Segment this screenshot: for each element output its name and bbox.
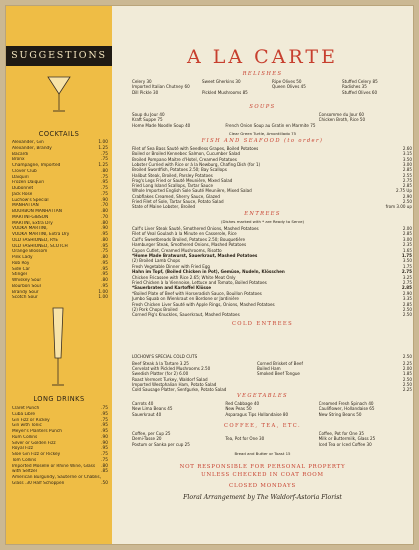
entree-item xyxy=(132,258,412,263)
drink-price: .80 xyxy=(101,278,108,283)
entree-item-price: 2.85 xyxy=(402,231,412,237)
drink-name: VODKA MARTINI, Extra Dry xyxy=(12,232,70,237)
relish-row xyxy=(132,90,412,95)
cold-entree-right: Smoked Beef Tongue xyxy=(257,371,300,377)
entree-item-price: 3.50 xyxy=(402,258,412,264)
fish-item-name: Fried Long Island Scallops, Tartar Sauce xyxy=(132,183,214,189)
cold-entree-price: 2.50 xyxy=(402,381,412,387)
fish-item-name: Frog's Legs Fried or Sauté Meunière, Mixed Salad xyxy=(132,177,233,183)
drink-price: .50 xyxy=(101,480,108,486)
fish-item-name: Crabflakes Creamed, Sherry Sauce, Glazed xyxy=(132,193,220,199)
drink-name: American Burgundy, Sauterne or Chablis, xyxy=(12,475,102,480)
cold-entree-row xyxy=(132,387,412,392)
footer-closed-mondays: CLOSED MONDAYS xyxy=(229,483,296,489)
drink-name: Champagne, Imported xyxy=(12,163,61,168)
entree-item-name: Fresh Vegetable Dinner with Fried Egg xyxy=(132,263,211,269)
drink-price: .85 xyxy=(101,469,108,475)
menu-title: A LA CARTE xyxy=(187,46,338,68)
suggestions-title: SUGGESTIONS xyxy=(6,46,112,66)
vegetable-cell: Cauliflower, Hollandaise 65 xyxy=(318,406,375,412)
coffee-row xyxy=(132,436,412,441)
entree-item-name: Hahn im Topf, (Boiled Chicken in Pot), Gemüse, Nudeln, Klösschen xyxy=(132,269,285,275)
drink-price: .95 xyxy=(101,180,108,186)
cold-entree-left: Cervelat with Pickled Mushrooms 2.50 xyxy=(132,366,211,372)
bread-line: Bread and Butter or Toast 15 xyxy=(234,451,291,456)
special-cold-cuts-label: LÜCHOW'S SPECIAL COLD CUTS xyxy=(132,354,198,359)
drink-price: .90 xyxy=(101,226,108,232)
a-la-carte-section xyxy=(112,6,413,544)
long-drink-glass-icon xyxy=(47,306,69,390)
drink-price: .90 xyxy=(101,197,108,203)
fish-item-name: Halibut Steak, Broiled, Parsley Potatoes xyxy=(132,172,213,178)
drink-name: Bronx xyxy=(12,157,25,163)
coffee-cell xyxy=(225,431,318,436)
drink-name: Frozen Daiquiri xyxy=(12,180,45,186)
drink-name: Clover Club xyxy=(12,168,37,174)
drink-price: .95 xyxy=(101,446,108,452)
drink-price: .95 xyxy=(101,266,108,272)
relish-row xyxy=(132,84,412,89)
cold-entree-price: 2.50 xyxy=(402,376,412,382)
entree-item-price: 2.75 xyxy=(402,280,412,285)
suggestions-sidebar xyxy=(6,6,112,544)
relish-cell: Pickled Mushrooms 85 xyxy=(202,89,248,95)
cold-entree-price: 2.25 xyxy=(402,361,412,366)
drink-price: 1.25 xyxy=(98,163,108,168)
entree-item-name: (2) Broiled Lamb Chops xyxy=(132,258,181,264)
entree-item xyxy=(132,231,412,236)
drink-name: Rum Collins xyxy=(12,434,38,440)
soup-cell xyxy=(225,117,318,122)
drink-name: Imported Moselle or Rhine Wine, Glass xyxy=(12,463,96,469)
entree-item xyxy=(132,296,412,301)
drink-name: Dubonnet xyxy=(12,186,34,191)
entrees-note: (Dishes marked with * are Ready to Serve) xyxy=(220,219,305,224)
drink-name: BOURBON MANHATTAN xyxy=(12,209,62,214)
fish-item-name: Broiled Swordfish, Potatoes 2.50; Bay Scallops xyxy=(132,167,227,173)
entree-item-name: Corned Pig's Knuckles, Sauerkraut, Mashed Potatoes xyxy=(132,312,240,318)
cold-entree-right: Corned Brisket of Beef xyxy=(257,361,303,366)
entree-item-name: Jumbo Squab on Wienkraut en Bordone or Jardinière xyxy=(132,296,239,302)
soup-row xyxy=(132,123,412,128)
entree-item-price: 2.35 xyxy=(402,242,412,248)
vegetable-cell: Asparagus Tips Hollandaise 80 xyxy=(225,411,289,417)
cold-entrees-heading: COLD ENTREES xyxy=(231,321,294,327)
drink-price: 1.00 xyxy=(98,295,108,301)
soup-cell: Home Made Noodle Soup 40 xyxy=(132,122,191,128)
fish-item-name: Fried Filet of Sole, Tartar Sauce, Potato Salad xyxy=(132,199,224,204)
vegetable-row xyxy=(132,412,412,417)
soups-heading: SOUPS xyxy=(249,104,276,110)
cold-entree-right: Boiled Ham xyxy=(257,366,281,372)
fish-item-price: 2.75 xyxy=(402,177,412,183)
soup-cell: Soup du Jour 40 xyxy=(132,112,165,117)
entree-item xyxy=(132,242,412,247)
entree-item-name: Chicken Fricassee with Rice 2.65; White Meat Only xyxy=(132,274,236,280)
fish-item xyxy=(132,199,412,204)
relish-cell: Radishes 35 xyxy=(342,84,367,90)
drink-name: Lüchow's Special xyxy=(12,197,49,203)
soup-row xyxy=(132,117,412,122)
entree-item-name: Calf's Sweetbreads Broiled, Potatoes 2.50; Bouquetière xyxy=(132,236,246,242)
drink-price: .75 xyxy=(101,457,108,463)
relish-cell: Ripe Olives 50 xyxy=(272,79,302,84)
drink-price: .90 xyxy=(101,440,108,446)
entree-item xyxy=(132,248,412,253)
entree-item-price: 2.90 xyxy=(402,290,412,296)
drink-price: .90 xyxy=(101,434,108,440)
soup-cell: Consomme du Jour 60 xyxy=(318,112,365,117)
coffee-heading: COFFEE, TEA, ETC. xyxy=(223,423,302,429)
entree-item xyxy=(132,312,412,317)
fish-item xyxy=(132,188,412,193)
vegetable-row xyxy=(132,406,412,411)
drink-price: .95 xyxy=(101,232,108,237)
relish-cell: Sweet Gherkins 30 xyxy=(202,79,241,84)
entree-item-name: Calf's Liver Steak Sauté, Smothered Onions, Mashed Potatoes xyxy=(132,226,259,231)
vegetable-cell: Red Cabbage 40 xyxy=(225,401,260,406)
drink-price: 1.25 xyxy=(98,145,108,151)
drink-name: Silver or Golden Fizz xyxy=(12,440,56,446)
drink-name: Stinger xyxy=(12,272,28,278)
drink-name: MARTINI, Extra Dry xyxy=(12,220,53,226)
drink-price: .75 xyxy=(101,191,108,197)
cocktail-glass-icon xyxy=(46,74,72,114)
soup-center-line: Clear Green Turtle, Amontillado 75 xyxy=(228,131,297,136)
cocktail-list xyxy=(12,140,108,301)
drink-price: .70 xyxy=(101,214,108,220)
entree-item-price: 2.50 xyxy=(402,312,412,318)
entree-item-name: Hamburger Steak, Smothered Onions, Mashed Potatoes xyxy=(132,242,247,248)
fish-heading: FISH AND SEAFOOD (to order) xyxy=(201,138,324,144)
fish-item-price: 3.15 xyxy=(402,151,412,157)
drink-name: Jack Rose xyxy=(12,191,33,197)
fish-item-name: Boiled or Broiled Kennebec Salmon, Cucumber Salad xyxy=(132,151,241,157)
drink-price: .75 xyxy=(101,186,108,191)
entree-item-name: Capon Cutlet, Creamed Mushrooms, Risotto xyxy=(132,247,222,253)
drink-name: Cuba Libre xyxy=(12,411,36,417)
entree-item-price: 3.25 xyxy=(402,274,412,280)
drink-name: with Seltzer xyxy=(12,469,38,475)
relish-row xyxy=(132,79,412,84)
menu-page xyxy=(6,6,413,544)
coffee-cell: Coffee, per Cup 25 xyxy=(132,431,171,436)
relish-cell: Imported Italian Chutney 60 xyxy=(132,84,190,90)
drink-name: Alexander, Brandy xyxy=(12,145,52,151)
drink-row xyxy=(12,295,108,301)
relish-cell: Stuffed Celery 85 xyxy=(342,79,378,84)
fish-item xyxy=(132,194,412,199)
drink-name: Whiskey Sour xyxy=(12,278,42,283)
drink-price: 1.00 xyxy=(98,289,108,295)
fish-item-name: Lobster Curried with Rice or à la Newburg, Chafing Dish (for 1) xyxy=(132,161,261,167)
drink-name: Royal Fizz xyxy=(12,446,34,452)
entree-item-name: Fried Chicken à la Viennoise, Lettuce and Tomato, Boiled Potatoes xyxy=(132,280,267,285)
entree-item-price: 2.85 xyxy=(401,285,412,291)
fish-item-price: 2.90 xyxy=(402,193,412,199)
drink-name: MANHATTAN xyxy=(12,203,39,209)
soup-cell: Chicken Broth, Rice 50 xyxy=(318,117,366,123)
footer-coat-room-notice: UNLESS CHECKED IN COAT ROOM xyxy=(201,472,324,478)
drink-name: Orange Blossom xyxy=(12,249,48,255)
entree-item-price: 2.75 xyxy=(401,269,412,275)
florist-credit: Floral Arrangement by The Waldorf-Astoria Florist xyxy=(183,494,342,501)
fish-item-price: 3.00 xyxy=(402,161,412,167)
drink-name: Rob Roy xyxy=(12,260,30,266)
drink-price: .80 xyxy=(101,255,108,260)
drink-row xyxy=(12,481,108,487)
fish-item-price: 2.55 xyxy=(402,172,412,178)
cold-entree-left: Cold Sausage Platter, Senfgurke, Potato Salad xyxy=(132,387,227,392)
fish-item-name: Filet of Sea Bass Sauté with Seedless Grapes, Boiled Potatoes xyxy=(132,146,259,151)
drink-name: Gin with Tonic xyxy=(12,423,42,429)
entree-item-name: (2) Pork Chops Broiled xyxy=(132,307,178,312)
coffee-cell: Milk or Buttermilk, Glass 25 xyxy=(318,436,376,442)
coffee-cell: Tea, Pot for One 30 xyxy=(225,436,265,442)
entree-item-price: 2.00 xyxy=(402,226,412,231)
relish-cell: Celery 30 xyxy=(132,79,152,84)
cold-entree-price: 1.85 xyxy=(402,371,412,377)
coffee-cell: Postum or Sanka per cup 25 xyxy=(132,441,190,447)
long-drinks-heading: LONG DRINKS xyxy=(33,395,85,403)
drink-price: .80 xyxy=(101,220,108,226)
drink-price: .95 xyxy=(101,260,108,266)
entree-item-price: 2.85 xyxy=(402,301,412,307)
vegetable-cell: Creamed Fresh Spinach 40 xyxy=(318,401,374,406)
drink-name: Meyer's Planters Punch xyxy=(12,429,62,434)
entree-item-name: *Home Made Bratwurst, Sauerkraut, Mashed Potatoes xyxy=(132,253,258,258)
fish-item-name: Broiled Pompano Maitre d'Hotel, Creamed Potatoes xyxy=(132,156,237,162)
drink-name: Sloe Gin Fizz or Rickey xyxy=(12,452,61,457)
coffee-cell: Iced Tea or Iced Coffee 30 xyxy=(318,441,372,447)
fish-item-price: 2.75 Up xyxy=(395,188,412,194)
drink-name: Glass .30 Half Schoppen xyxy=(12,480,65,486)
entree-item xyxy=(132,264,412,269)
entree-item-price: 2.50 xyxy=(402,307,412,312)
fish-item-price: 2.85 xyxy=(402,167,412,173)
soup-cell: French Onion Soup au Gratin en Marmite 75 xyxy=(225,122,316,128)
entree-item-price: 3.35 xyxy=(402,296,412,302)
fish-item xyxy=(132,157,412,162)
fish-item xyxy=(132,162,412,167)
cold-entree-left: Swedish Platter (for 2) 6.00 xyxy=(132,371,189,377)
drink-price: .75 xyxy=(101,174,108,180)
entree-item xyxy=(132,269,412,274)
soup-cell: Kraft Suppe 75 xyxy=(132,117,163,123)
cold-entree-price: 2.00 xyxy=(402,366,412,372)
coffee-row xyxy=(132,431,412,436)
drink-price: .75 xyxy=(101,417,108,423)
entree-item xyxy=(132,302,412,307)
entree-item xyxy=(132,291,412,296)
entree-item xyxy=(132,253,412,258)
fish-item xyxy=(132,178,412,183)
special-cold-cuts xyxy=(132,354,412,359)
fish-item xyxy=(132,204,412,209)
entree-item-price: 1.75 xyxy=(401,253,412,258)
drink-price: .70 xyxy=(101,203,108,209)
drink-name: Gin Fizz or Rickey xyxy=(12,417,50,423)
drink-price: .80 xyxy=(101,237,108,243)
fish-item-price: 2.50 xyxy=(402,199,412,204)
vegetables-heading: VEGETABLES xyxy=(237,393,288,399)
soup-row xyxy=(132,112,412,117)
vegetable-cell: New Peas 50 xyxy=(225,406,252,412)
drink-name: VODKA MARTINI, xyxy=(12,226,48,232)
fish-item-price: 3.50 xyxy=(402,156,412,162)
entrees-heading: ENTREES xyxy=(244,211,281,217)
fish-item xyxy=(132,183,412,188)
vegetable-cell: Carrots 40 xyxy=(132,401,154,406)
drink-price: .95 xyxy=(101,411,108,417)
relish-cell: Queen Olives 45 xyxy=(272,84,306,90)
soup-cell xyxy=(319,123,412,128)
fish-item-price: from 3.00 up xyxy=(385,204,412,210)
drink-price: .75 xyxy=(101,406,108,411)
cold-entree-price: 2.25 xyxy=(402,387,412,392)
cold-entree-left: Beef Steak à la Tartare 3.25 xyxy=(132,361,189,366)
drink-name: OLD FASHIONED, RYE xyxy=(12,237,59,243)
fish-item-name: Whole Imported English Sole Sauté Meunière, Mixed Salad xyxy=(132,188,252,194)
fish-item xyxy=(132,167,412,172)
drink-name: Tom Collins xyxy=(12,457,37,463)
entree-item-name: *Boiled Plate of Beef with Horseradish Sauce, Bouillon Potatoes xyxy=(132,290,262,296)
soup-cell xyxy=(225,112,318,117)
entree-item xyxy=(132,237,412,242)
drink-name: Claret Punch xyxy=(12,406,40,411)
drink-name: Alexander, Gin xyxy=(12,140,44,145)
relish-cell xyxy=(272,90,342,95)
drink-price: .75 xyxy=(101,151,108,157)
footer-property-notice: NOT RESPONSIBLE FOR PERSONAL PROPERTY xyxy=(179,464,346,470)
coffee-cell: Coffee, Pot for One 35 xyxy=(318,431,364,436)
entree-item xyxy=(132,285,412,290)
drink-name: Bacardi xyxy=(12,151,29,157)
drink-price: .95 xyxy=(101,423,108,429)
cold-entree-left: Imported Westphalian Ham, Potato Salad xyxy=(132,381,217,387)
special-cold-cuts-price: 2.50 xyxy=(402,354,412,359)
vegetable-cell: Sauerkraut 40 xyxy=(132,411,162,417)
entree-item-name: Filet of Veal Goulash à la Minute en Casserole, Rice xyxy=(132,231,237,237)
entree-item xyxy=(132,275,412,280)
entree-item-price: 3.00 xyxy=(402,236,412,242)
coffee-cell: Demi-Tasse 20 xyxy=(132,436,162,442)
long-drinks-list xyxy=(12,406,108,487)
drink-name: Side Car xyxy=(12,266,31,272)
drink-name: Brandy Sour xyxy=(12,289,39,295)
entree-item-name: *Sauerbraten and Kartoffel Klösse xyxy=(132,285,212,291)
coffee-cell xyxy=(225,442,318,447)
entree-item xyxy=(132,280,412,285)
entree-item xyxy=(132,226,412,231)
entree-item xyxy=(132,307,412,312)
vegetable-cell: New String Beans 50 xyxy=(318,411,362,417)
entree-item-price: 1.75 xyxy=(402,263,412,269)
drink-price: .75 xyxy=(101,452,108,457)
vegetable-cell: New Lima Beans 45 xyxy=(132,406,173,412)
drink-name: MARTINI-GIBSON xyxy=(12,214,49,220)
fish-item xyxy=(132,173,412,178)
relishes-heading: RELISHES xyxy=(242,71,283,77)
cocktails-heading: COCKTAILS xyxy=(38,130,80,138)
coffee-row xyxy=(132,442,412,447)
drink-price: 1.00 xyxy=(98,140,108,145)
fish-item-name: State of Maine Lobster, Broiled xyxy=(132,204,196,210)
fish-item xyxy=(132,151,412,156)
entree-item-name: Fresh Chicken Liver Sauté with Apple Rings, Onions, Mashed Potatoes xyxy=(132,301,275,307)
drink-price: .80 xyxy=(101,463,108,469)
drink-name: Pink Lady xyxy=(12,255,33,260)
drink-price: .95 xyxy=(101,283,108,289)
drink-price: .95 xyxy=(101,272,108,278)
drink-price: .80 xyxy=(101,168,108,174)
drink-name: OLD FASHIONED, SCOTCH xyxy=(12,243,68,249)
cold-entree-right xyxy=(257,387,403,392)
fish-item-price: 2.60 xyxy=(402,146,412,151)
drink-price: .75 xyxy=(101,157,108,163)
drink-price: .75 xyxy=(101,249,108,255)
drink-name: Bourbon Sour xyxy=(12,283,42,289)
cold-entree-left: Roast Vermont Turkey, Waldorf Salad xyxy=(132,376,208,382)
entree-item-price: 1.65 xyxy=(402,247,412,253)
relish-cell xyxy=(202,84,272,89)
drink-name: Scotch Sour xyxy=(12,295,38,301)
drink-price: .95 xyxy=(101,429,108,434)
fish-item-price: 2.85 xyxy=(402,183,412,189)
fish-item xyxy=(132,146,412,151)
drink-name: Daiquiri xyxy=(12,174,29,180)
vegetable-row xyxy=(132,401,412,406)
drink-price: .95 xyxy=(101,243,108,249)
drink-price: .80 xyxy=(101,209,108,214)
relish-cell: Stuffed Olives 60 xyxy=(342,89,378,95)
relish-cell: Dill Pickle 30 xyxy=(132,89,159,95)
